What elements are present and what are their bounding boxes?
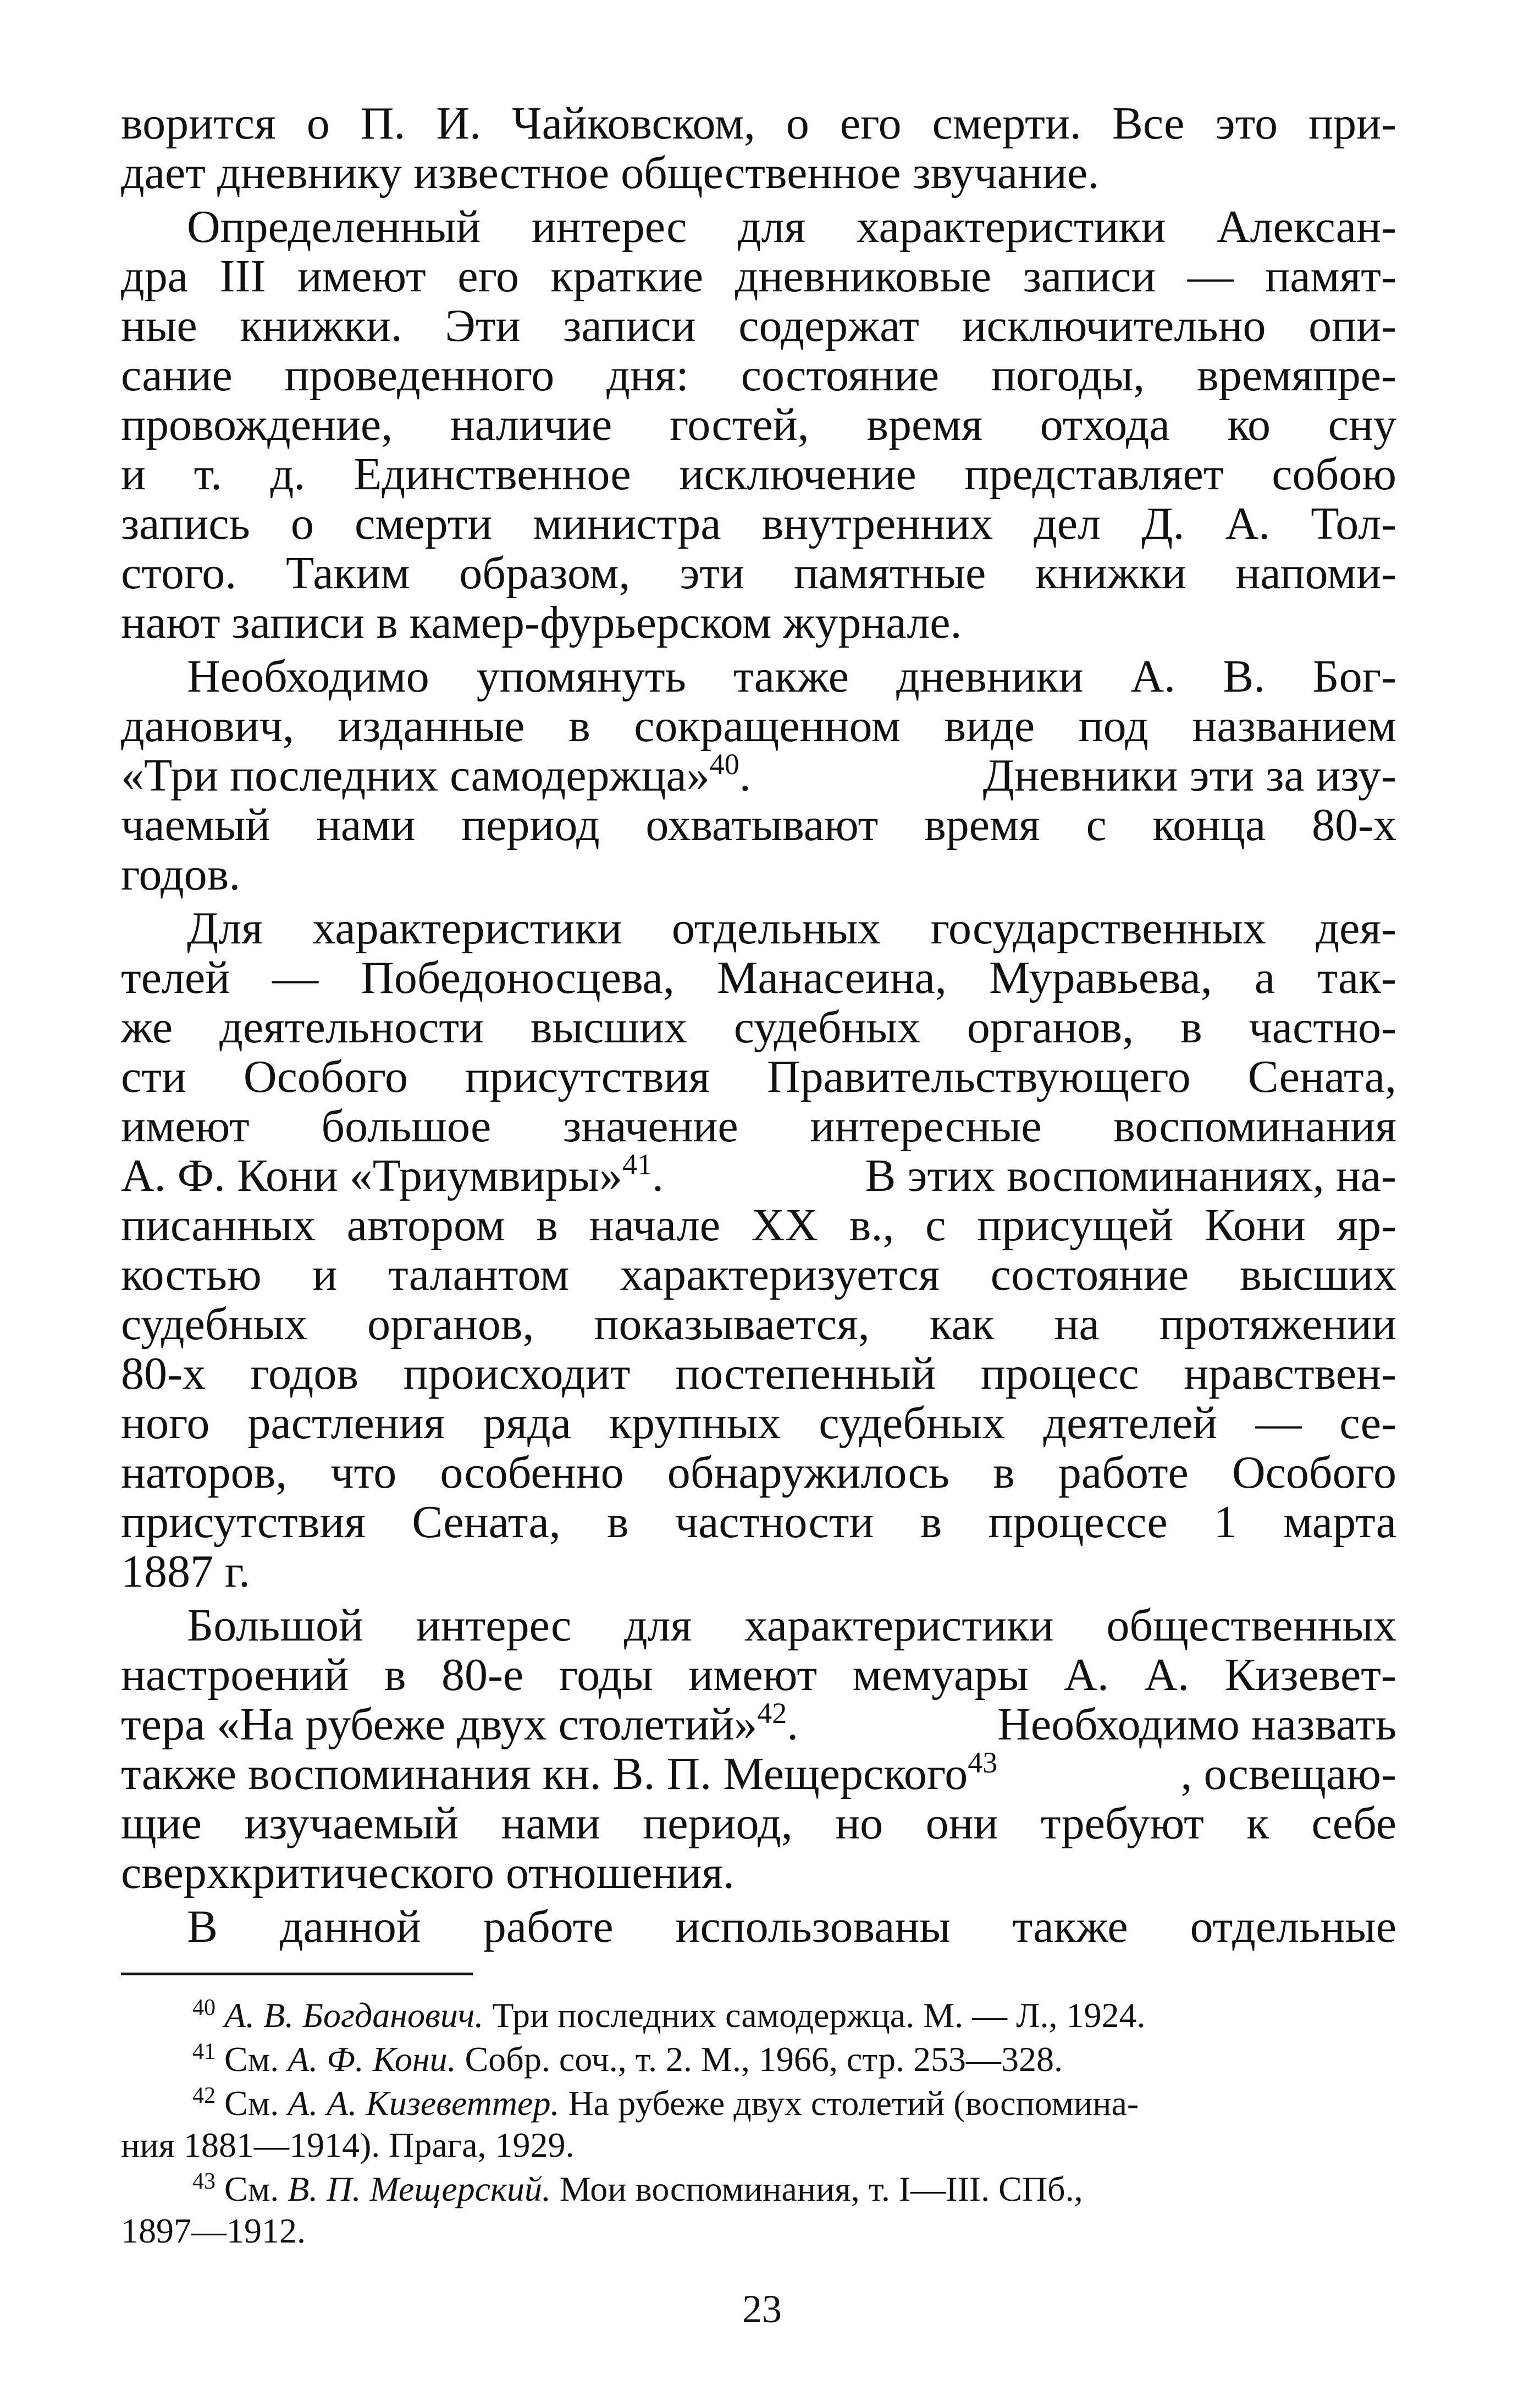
footnote-prefix: См. xyxy=(224,2040,279,2079)
footnote-author: А. Ф. Кони. xyxy=(288,2040,456,2079)
text-line: же деятельности высших судебных органов, в частно- xyxy=(121,1003,1396,1052)
text-line: ворится о П. И. Чайковском, о его смерти. Все это при- xyxy=(121,99,1396,148)
text-segment: Необходимо назвать xyxy=(997,1700,1396,1749)
text-line: сти Особого присутствия Правительствующего Сената, xyxy=(121,1052,1396,1102)
text-line: Для характеристики отдельных государственных дея- xyxy=(187,904,1396,953)
text-segment: «Три последних самодержца» xyxy=(121,751,710,800)
page-number: 23 xyxy=(742,2287,782,2331)
footnote-42-continuation: ния 1881—1914). Прага, 1929. xyxy=(121,2125,575,2164)
footnote-author: А. А. Кизеветтер. xyxy=(288,2084,560,2123)
text-line: дра III имеют его краткие дневниковые записи — памят- xyxy=(121,252,1396,301)
text-line: тера «На рубеже двух столетий»$^{42}$. Необходимо назвать xyxy=(121,1700,1396,1749)
text-line: присутствия Сената, в частности в процессе 1 марта xyxy=(121,1498,1396,1547)
footnote-text: Три последних самодержца. М. — Л., 1924. xyxy=(492,1996,1146,2035)
text-segment: Дневники эти за изу- xyxy=(982,751,1396,800)
footnote-text: Собр. соч., т. 2. М., 1966, стр. 253—328. xyxy=(465,2040,1063,2079)
text-line: нают записи в камер-фурьерском журнале. xyxy=(121,598,962,648)
footnote-40 xyxy=(121,1996,1396,2035)
footnote-42 xyxy=(121,2084,1396,2123)
text-line: настроений в 80-е годы имеют мемуары А. А. Кизевет- xyxy=(121,1650,1396,1700)
text-line: ные книжки. Эти записи содержат исключительно опи- xyxy=(121,301,1396,351)
text-line: 1887 г. xyxy=(121,1547,250,1597)
footnote-ref-40: 40 xyxy=(709,751,739,781)
footnote-ref-43: 43 xyxy=(968,1749,998,1779)
footnote-author: А. В. Богданович. xyxy=(224,1996,484,2035)
footnote-prefix: См. xyxy=(224,2169,279,2208)
text-line: дает дневнику известное общественное звучание. xyxy=(121,148,1100,198)
text-line: провождение, наличие гостей, время отхода ко сну xyxy=(121,400,1396,450)
footnote-number: 42 xyxy=(192,2084,216,2108)
text-line: Определенный интерес для характеристики Алексан- xyxy=(187,202,1396,252)
text-line: наторов, что особенно обнаружилось в работе Особого xyxy=(121,1448,1396,1498)
text-line: ного растления ряда крупных судебных деятелей — се- xyxy=(121,1399,1396,1448)
text-line: судебных органов, показывается, как на протяжении xyxy=(121,1300,1396,1349)
footnote-number: 43 xyxy=(192,2169,216,2194)
text-line: и т. д. Единственное исключение представляет собою xyxy=(121,450,1396,499)
text-line: телей — Победоносцева, Манасеина, Муравьева, а так- xyxy=(121,953,1396,1003)
footnote-43-continuation: 1897—1912. xyxy=(121,2211,306,2250)
text-line: запись о смерти министра внутренних дел Д. А. Тол- xyxy=(121,499,1396,549)
footnote-prefix: См. xyxy=(224,2084,279,2123)
footnote-ref-41: 41 xyxy=(622,1151,652,1181)
text-segment: тера «На рубеже двух столетий» xyxy=(121,1700,758,1749)
footnote-number: 40 xyxy=(192,1996,216,2020)
text-line: «Три последних самодержца»$^{40}$. Дневники эти за изу- xyxy=(121,751,1396,800)
footnote-43 xyxy=(121,2169,1396,2209)
text-line: сание проведенного дня: состояние погоды, времяпре- xyxy=(121,351,1396,400)
text-line: А. Ф. Кони «Триумвиры»$^{41}$. В этих воспоминаниях, на- xyxy=(121,1151,1396,1201)
footnote-divider xyxy=(121,1973,473,1975)
footnote-number: 41 xyxy=(192,2040,216,2064)
footnote-ref-42: 42 xyxy=(757,1700,787,1730)
text-line: чаемый нами период охватывают время с конца 80-х xyxy=(121,800,1396,850)
text-line: имеют большое значение интересные воспоминания xyxy=(121,1102,1396,1151)
text-line: писанных автором в начале XX в., с присущей Кони яр- xyxy=(121,1201,1396,1250)
footnote-41 xyxy=(121,2040,1396,2079)
text-line: Необходимо упомянуть также дневники А. В. Бог- xyxy=(187,652,1396,702)
text-segment: А. Ф. Кони «Триумвиры» xyxy=(121,1151,622,1201)
text-line: Большой интерес для характеристики общественных xyxy=(187,1601,1396,1650)
text-segment: В этих воспоминаниях, на- xyxy=(865,1151,1396,1201)
text-line: 80-х годов происходит постепенный процесс нравствен- xyxy=(121,1349,1396,1399)
text-line xyxy=(121,1749,1396,1799)
text-line: годов. xyxy=(121,850,241,899)
text-line: В данной работе использованы также отдельные xyxy=(187,1902,1396,1952)
text-line: костью и талантом характеризуется состояние высших xyxy=(121,1250,1396,1300)
footnote-text: На рубеже двух столетий (воспомина- xyxy=(568,2084,1139,2123)
text-line: данович, изданные в сокращенном виде под названием xyxy=(121,702,1396,751)
text-line: стого. Таким образом, эти памятные книжки напоми- xyxy=(121,549,1396,598)
text-segment: также воспоминания кн. В. П. Мещерского xyxy=(121,1749,968,1799)
text-line: сверхкритического отношения. xyxy=(121,1848,735,1898)
text-line: щие изучаемый нами период, но они требуют к себе xyxy=(121,1799,1396,1848)
footnote-author: В. П. Мещерский. xyxy=(288,2169,551,2208)
text-segment: , освещаю- xyxy=(1180,1749,1396,1799)
footnote-text: Мои воспоминания, т. I—III. СПб., xyxy=(559,2169,1083,2208)
